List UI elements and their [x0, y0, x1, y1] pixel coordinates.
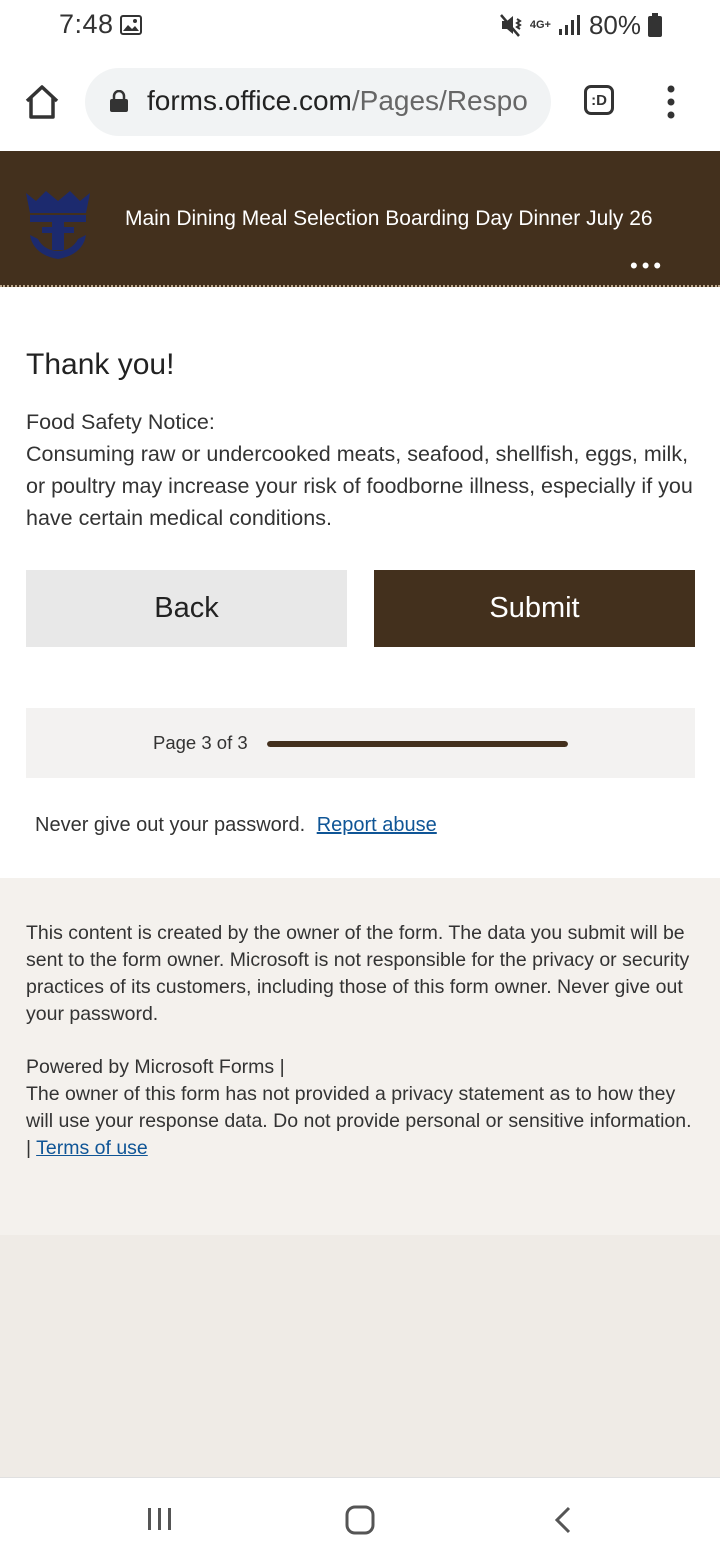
notice-heading: Food Safety Notice: [26, 410, 215, 434]
more-horiz-icon: ••• [630, 253, 666, 278]
url-text [147, 85, 528, 117]
mute-vibrate-icon [499, 12, 523, 38]
network-type: 4G+ [529, 18, 551, 31]
page-title: Thank you! [26, 348, 175, 381]
url-domain: forms.office.com [147, 85, 352, 116]
back-nav-icon[interactable] [553, 1505, 573, 1535]
page-background [0, 1235, 720, 1477]
form-title: Main Dining Meal Selection Boarding Day Dinner July 26 [125, 207, 653, 230]
status-indicators [499, 10, 662, 40]
battery-percent: 80% [588, 9, 641, 40]
back-button[interactable]: Back [26, 570, 347, 647]
report-abuse-link[interactable]: Report abuse [316, 814, 437, 836]
submit-button[interactable]: Submit [374, 570, 695, 647]
progress-bar-fill [267, 741, 568, 747]
browser-toolbar [0, 52, 720, 151]
password-warning-line [35, 814, 437, 837]
progress-section [26, 708, 695, 778]
home-nav-icon[interactable] [345, 1505, 375, 1535]
lock-icon [110, 90, 128, 112]
gallery-icon [120, 15, 142, 35]
recent-apps-icon[interactable] [146, 1506, 174, 1532]
system-nav-bar [0, 1477, 720, 1561]
powered-by: Powered by Microsoft Forms | [26, 1056, 285, 1078]
battery-icon [648, 13, 662, 37]
more-vert-icon[interactable] [662, 84, 680, 120]
terms-of-use-link[interactable]: Terms of use [36, 1137, 148, 1159]
tab-switcher-button[interactable] [584, 85, 614, 115]
notice-body: Consuming raw or undercooked meats, seafood, shellfish, eggs, milk, or poultry may increase your risk of foodborne illness, especially if you have certain medical conditions. [26, 442, 693, 530]
tab-switcher-label: :D [591, 91, 607, 109]
progress-bar [267, 741, 568, 747]
password-warning: Never give out your password. [35, 814, 306, 836]
form-header [0, 151, 720, 287]
address-bar[interactable] [85, 68, 551, 136]
status-bar [0, 0, 720, 52]
progress-label: Page 3 of 3 [153, 732, 248, 753]
more-options-button[interactable] [630, 253, 670, 278]
status-time: 7:48 [59, 9, 114, 39]
crown-anchor-logo-icon [24, 189, 92, 261]
terms-line [26, 1135, 694, 1162]
privacy-note: The owner of this form has not provided a privacy statement as to how they will use your response data. Do not provide personal or sensitive information. [26, 1083, 692, 1132]
terms-prefix: | [26, 1137, 37, 1159]
signal-icon [558, 14, 582, 36]
footer-disclaimer: This content is created by the owner of the form. The data you submit will be sent to the form owner. Microsoft is not responsible for the privacy or security practices of its customers, including those of this form owner. Never give out your password. [26, 922, 690, 1025]
food-safety-notice [26, 406, 696, 534]
footer [0, 878, 720, 1235]
home-icon[interactable] [22, 82, 62, 122]
url-path: /Pages/Respo [351, 85, 528, 116]
footer-privacy [26, 1054, 694, 1162]
